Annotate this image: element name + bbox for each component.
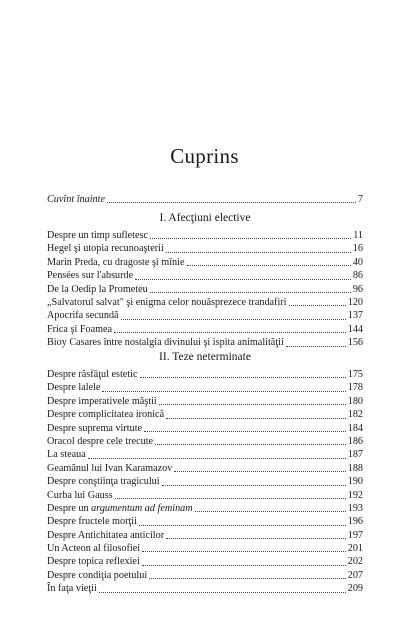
toc-entry-title — [47, 475, 161, 488]
dot-leader — [88, 457, 346, 459]
toc-entry-title — [47, 336, 285, 349]
toc-entry-title: Cuvînt înainte — [47, 193, 106, 205]
toc-entry-page: 120 — [347, 296, 363, 308]
toc-entry-title-text: De la Oedip la Prometeu — [47, 283, 148, 295]
toc-entry — [47, 489, 363, 502]
toc-entry — [47, 309, 363, 322]
dot-leader — [99, 591, 346, 593]
toc-entry-title-text: Despre un — [47, 502, 92, 514]
section-heading: I. Afecţiuni elective — [159, 212, 251, 224]
toc-entry — [47, 569, 363, 582]
toc-entry-page: 16 — [352, 243, 363, 255]
toc-entry-title-text: Frica şi Foamea — [47, 323, 113, 335]
toc-entry-page: 202 — [347, 556, 363, 568]
dot-leader — [144, 430, 346, 432]
toc-entry-title-text: Pensées sur l'absurde — [47, 270, 134, 282]
dot-leader — [174, 470, 345, 472]
dot-leader — [289, 304, 346, 306]
toc-entry-title-text: Despre conştiinţa tragicului — [47, 476, 160, 488]
toc-entry-title — [47, 283, 149, 296]
toc-entry-title-text: „Salvatorul salvat" şi enigma celor nouăsprezece trandafiri — [47, 296, 287, 308]
toc-entry — [47, 229, 363, 242]
toc-entry — [47, 242, 363, 255]
dot-leader — [162, 484, 346, 486]
toc-entry-title-text: Despre suprema virtute — [47, 422, 143, 434]
toc-entry-page: 193 — [347, 502, 363, 514]
toc-entry-title-text: Despre lalele — [47, 382, 101, 394]
dot-leader — [150, 291, 351, 293]
toc-entry — [47, 422, 363, 435]
toc-entry-page: 40 — [352, 256, 363, 268]
toc-entry — [47, 368, 363, 381]
toc-entry — [47, 475, 363, 488]
dot-leader — [102, 390, 345, 392]
toc-entry — [47, 502, 363, 515]
toc-entry — [47, 529, 363, 542]
dot-leader — [159, 403, 346, 405]
dot-leader — [155, 443, 346, 445]
toc-entry-page: 184 — [347, 422, 363, 434]
toc-intro — [47, 193, 363, 206]
toc-entry-title — [47, 395, 158, 408]
toc-entry-page: 190 — [347, 476, 363, 488]
dot-leader — [115, 497, 346, 499]
section-heading: II. Teze neterminate — [159, 351, 251, 363]
dot-leader — [286, 345, 346, 347]
toc-entry-title — [47, 489, 114, 502]
toc-entry-page: 175 — [347, 368, 363, 380]
toc-entry-title-text: La steaua — [47, 449, 86, 461]
dot-leader — [166, 417, 346, 419]
toc-entry — [47, 542, 363, 555]
toc-entry-page: 96 — [352, 283, 363, 295]
toc-entry-page: 196 — [347, 516, 363, 528]
toc-entry-title-text: Geamănul lui Ivan Karamazov — [47, 462, 173, 474]
dot-leader — [114, 331, 346, 333]
toc-entry-page: 182 — [347, 409, 363, 421]
toc-entry-page: 137 — [347, 310, 363, 322]
toc-entry-title — [47, 582, 98, 595]
toc-entry — [47, 395, 363, 408]
toc-entry-title — [47, 323, 113, 336]
toc-entry-title-text: Despre condiţia poetului — [47, 569, 148, 581]
toc-entry — [47, 336, 363, 349]
toc-entry-title-text: Despre imperativele măştii — [47, 395, 157, 407]
toc-entry-title — [47, 309, 120, 322]
toc-entry-page: 178 — [347, 382, 363, 394]
toc-entry-page: 144 — [347, 323, 363, 335]
toc-entry-title-text: Bioy Casares între nostalgia divinului şi ispita animalităţii — [47, 337, 284, 349]
toc-entry-title — [47, 529, 165, 542]
toc-entry-title — [47, 515, 138, 528]
toc-entry-title-text: În faţa vieţii — [47, 583, 97, 595]
toc-entry-title — [47, 242, 165, 255]
toc-entry-title — [47, 542, 141, 555]
dot-leader — [150, 237, 351, 239]
toc-entry-title-text: Despre topica reflexiei — [47, 556, 140, 568]
toc-entry — [47, 283, 363, 296]
toc-entry — [47, 555, 363, 568]
toc-entry-page: 188 — [347, 462, 363, 474]
toc-entry-title-text: Hegel şi utopia recunoaşterii — [47, 243, 164, 255]
dot-leader — [135, 278, 351, 280]
toc-entry — [47, 408, 363, 421]
toc-entry — [47, 193, 363, 206]
dot-leader — [187, 264, 351, 266]
toc-entry-title-text: Despre Antichitatea anticilor — [47, 529, 165, 541]
dot-leader — [139, 524, 346, 526]
toc-entry-page: 207 — [347, 569, 363, 581]
toc-entry-title — [47, 296, 288, 309]
dot-leader — [142, 564, 346, 566]
toc-entry-title-text: Despre fructele morţii — [47, 516, 137, 528]
dot-leader — [107, 201, 356, 203]
dot-leader — [149, 577, 346, 579]
toc-entry — [47, 448, 363, 461]
toc-entry-page: 201 — [347, 543, 363, 555]
toc-entry-title-text: Un Acteon al filosofiei — [47, 543, 141, 555]
dot-leader — [166, 251, 351, 253]
toc-entry-title-text: Despre răsfăţul estetic — [47, 368, 138, 380]
toc-entry-title — [47, 256, 186, 269]
toc-entry-page: 197 — [347, 529, 363, 541]
toc-entry-title-text: Despre un timp sufletesc — [47, 229, 148, 241]
toc-section-2 — [47, 349, 363, 596]
toc-entry-page: 156 — [347, 337, 363, 349]
toc-entry-title — [47, 422, 143, 435]
toc-entry-title — [47, 462, 173, 475]
page-title: Cuprins — [170, 144, 239, 168]
toc-entry-title — [47, 269, 134, 282]
toc-entry — [47, 435, 363, 448]
toc-entry-title — [47, 435, 154, 448]
toc-entry-title-text: Marin Preda, cu dragoste şi mînie — [47, 256, 185, 268]
toc-entry — [47, 582, 363, 595]
toc-entry-title-italic: argumentum ad feminam — [91, 502, 193, 514]
dot-leader — [195, 510, 346, 512]
toc-entry-page: 192 — [347, 489, 363, 501]
toc-entry-page: 7 — [357, 193, 363, 205]
toc-entry — [47, 381, 363, 394]
toc-entry-title-text: Curba lui Gauss — [47, 489, 113, 501]
section-entries — [47, 229, 363, 350]
toc-entry-title-text: Oracol despre cele trecute — [47, 435, 154, 447]
dot-leader — [121, 318, 346, 320]
toc-entry-title — [47, 555, 141, 568]
toc-entry-title — [47, 368, 139, 381]
section-entries — [47, 368, 363, 596]
toc-entry-page: 186 — [347, 435, 363, 447]
toc-section-1 — [47, 210, 363, 350]
toc-entry-title — [47, 381, 101, 394]
toc-entry-title — [47, 502, 194, 515]
toc-entry-page: 187 — [347, 449, 363, 461]
toc-entry — [47, 269, 363, 282]
toc-entry-page: 180 — [347, 395, 363, 407]
toc-entry — [47, 256, 363, 269]
toc-entry-title — [47, 229, 149, 242]
dot-leader — [142, 550, 346, 552]
toc-entry — [47, 323, 363, 336]
toc-entry-title — [47, 408, 165, 421]
toc-entry — [47, 515, 363, 528]
toc-entry-page: 209 — [347, 583, 363, 595]
toc-entry-title — [47, 448, 87, 461]
toc-entry-page: 86 — [352, 270, 363, 282]
dot-leader — [140, 376, 346, 378]
toc-entry — [47, 462, 363, 475]
toc-entry-title — [47, 569, 148, 582]
toc-entry-page: 11 — [353, 229, 363, 241]
dot-leader — [166, 537, 346, 539]
toc-entry — [47, 296, 363, 309]
toc-entry-title-text: Apocrifa secundă — [47, 310, 119, 322]
toc-entry-title-text: Despre complicitatea ironică — [47, 409, 165, 421]
